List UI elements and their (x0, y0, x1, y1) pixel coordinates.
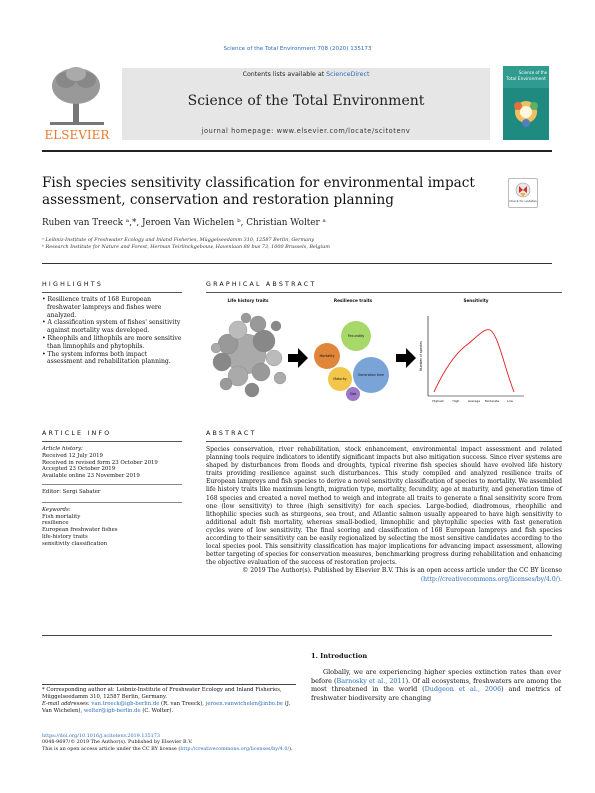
article-info (42, 446, 182, 548)
corresponding-footnote (42, 684, 296, 715)
highlights-list (42, 296, 182, 366)
article-info-rule (42, 441, 182, 442)
history-label: Article history: (42, 446, 83, 452)
contents-line (122, 71, 490, 78)
citation-link[interactable]: Dudgeon et al., 2006 (424, 685, 502, 694)
abstract-text: Species conservation, river rehabilitation, stock enhancement, environmental impact assessment and related planning tools require indicators to identify significant impacts but also mitigation success. Since river systems are shaped by disturbances from floods and droughts, typical riverine fish species should have evolved life history traits providing resilience against such disturbances. This study compiled and analyzed resilience traits of European lampreys and fish species to derive a novel sensitivity classification of species to mortality. We assembled life history traits like maximum length, migration type, mortality, fecundity, age at maturity, and generation time of 168 species and created a novel method to weigh and integrate all traits to generate a final sensitivity score from one (low sensitivity) to three (high sensitivity) for each species. Large-bodied, diadromous, rheophilic and lithophilic species such as sturgeons, sea trout, and Atlantic salmon usually appeared to have high sensitivity to additional adult fish mortality, whereas small-bodied, limnophilic and phytophilic species with fast generation cycles were of low sensitivity. The final scoring and classification of 168 European lampreys and fish species according to their sensitivity can be easily regionalized by selecting the most sensitive candidates according to the local species pool. This sensitivity classification has major implications for advancing impact assessment, allowing better targeting of species for conservation measures, benchmarking progress during rehabilitation and enhancing the objective evaluation of the success of restoration projects. (206, 446, 562, 567)
intro-text: ). Of all ecosystems, freshwaters are among the most threatened in the world ( (311, 676, 561, 694)
article-title: Fish species sensitivity classification for environmental impact assessment, conservation and restoration planning (42, 175, 475, 208)
affiliation-a: ᵃ Leibniz-Institute of Freshwater Ecology and Inland Fisheries, Müggelseedamm 310, 12587 Berlin, Germany (42, 237, 314, 243)
homepage-prefix: journal homepage: (201, 127, 277, 135)
header-rule (42, 150, 552, 152)
life-history-bubbles (211, 313, 286, 397)
graphical-abstract-heading: GRAPHICAL ABSTRACT (206, 281, 317, 288)
license-link[interactable]: (http://creativecommons.org/licenses/by/4.0/). (420, 575, 562, 583)
contents-prefix: Contents lists available at (242, 71, 327, 78)
affiliation-b: ᵇ Research Institute for Nature and Forest, Herman Teirlinckgebouw, Havenlaan 88 bus 73, 1000 Brussels, Belgium (42, 243, 330, 250)
trait-label: Maturity (333, 377, 347, 381)
arrow-right-icon (396, 348, 416, 368)
x-tick: Moderate (484, 399, 500, 403)
crossmark-label: Check for updates (509, 199, 537, 203)
open-access-line (42, 746, 442, 752)
x-tick: High (452, 399, 460, 403)
email-label: E-mail addresses: (42, 701, 90, 708)
journal-title: Science of the Total Environment (187, 93, 425, 109)
trait-label: Generation time (358, 373, 384, 377)
trait-label: Mortality (319, 354, 335, 358)
email-owner: (R. van Treeck), (159, 701, 206, 708)
graphical-abstract-figure[interactable] (206, 296, 552, 410)
highlights-heading: HIGHLIGHTS (42, 281, 104, 288)
resilience-traits-bubbles (314, 321, 389, 401)
article-bottom-info (42, 733, 442, 752)
abstract-body (206, 446, 562, 584)
article-info-heading: ARTICLE INFO (42, 430, 112, 437)
keyword: resilience (42, 520, 69, 527)
cover-title-2: Total Environment (506, 77, 546, 82)
oa-prefix: This is an open access article under the CC BY license ( (42, 745, 181, 752)
keywords-label: Keywords: (42, 502, 182, 514)
history-item: Received in revised form 23 October 2019 (42, 459, 158, 466)
author-list: Ruben van Treeck ᵃ,*, Jeroen Van Wichelen ᵇ, Christian Wolter ᵃ (42, 218, 326, 228)
homepage-url[interactable]: www.elsevier.com/locate/scitotenv (276, 127, 411, 135)
highlights-rule (42, 292, 182, 293)
journal-homepage (122, 127, 490, 135)
corresponding-author: * Corresponding author at: Leibniz-Institute of Freshwater Ecology and Inland Fisheries, Müggelseedamm 310, 12587 Berlin, Germany. (42, 687, 282, 701)
doi-link[interactable]: https://doi.org/10.1016/j.scitotenv.2019.135173 (42, 733, 160, 739)
keyword: sensitivity classification (42, 540, 108, 547)
x-tick: Highest (432, 399, 444, 403)
abstract-rule (206, 441, 562, 442)
editor: Editor: Sergi Sabater (42, 484, 182, 496)
x-tick: Average (467, 399, 481, 403)
abstract-copyright (206, 567, 562, 583)
email-link[interactable]: wolter@igb-berlin.de (83, 708, 141, 715)
oa-suffix: ). (289, 745, 293, 752)
keyword: life-history traits (42, 533, 88, 540)
highlight-item: • Resilience traits of 168 European freshwater lampreys and fishes were analyzed. (42, 296, 162, 319)
email-owner: (C. Wolter). (140, 708, 174, 715)
elsevier-logo (42, 64, 112, 144)
keyword: Fish mortality (42, 513, 81, 520)
graphical-abstract-rule (206, 292, 562, 293)
ga-panel3-label: Sensitivity (463, 298, 489, 303)
issn-line: 0048-9697/© 2019 The Author(s). Published by Elsevier B.V. (42, 739, 193, 746)
y-axis-label: Number of species (419, 341, 423, 371)
intro-text: ) and metrics of freshwater biodiversity are changing (311, 685, 561, 702)
history-item: Available online 23 November 2019 (42, 473, 140, 480)
authors-rule (42, 263, 552, 264)
email-owner: (J. Van Wichelen), (42, 701, 291, 715)
email-link[interactable]: van.treeck@igb-berlin.de (91, 701, 160, 708)
ga-panel2-label: Resilience traits (333, 298, 373, 303)
highlight-item: • Rheophils and lithophils are more sensitive than limnophils and phytophils. (42, 334, 182, 350)
journal-cover[interactable] (503, 66, 549, 140)
crossmark-badge[interactable] (508, 178, 538, 208)
copyright-text: © 2019 The Author(s). Published by Elsevier B.V. This is an open access article under the CC BY license (242, 567, 562, 575)
email-addresses (42, 701, 296, 715)
x-tick: Low (507, 399, 513, 403)
trait-label: Size (349, 392, 357, 396)
introduction-heading: 1. Introduction (311, 652, 368, 660)
sciencedirect-link[interactable]: ScienceDirect (326, 71, 370, 78)
email-link[interactable]: jeroen.vanwichelen@inbo.be (205, 701, 284, 708)
ga-panel1-label: Life history traits (227, 298, 269, 303)
publisher-name: ELSEVIER (44, 128, 110, 142)
trait-label: Fecundity (347, 334, 365, 338)
cover-title-1: Science of the (518, 70, 548, 75)
keyword: European freshwater fishes (42, 527, 118, 534)
abstract-heading: ABSTRACT (206, 430, 257, 437)
highlight-item: • The system informs both impact assessment and rehabilitation planning. (42, 350, 171, 366)
intro-text: Globally, we are experiencing higher species extinction rates than ever before ( (311, 668, 561, 685)
history-item: Received 12 July 2019 (42, 452, 103, 459)
arrow-right-icon (288, 348, 308, 368)
introduction-text (311, 668, 561, 702)
affiliations (42, 237, 330, 250)
oa-license-link[interactable]: http://creativecommons.org/licenses/by/4.0/ (180, 745, 290, 752)
sensitivity-chart (419, 316, 524, 403)
history-item: Accepted 23 October 2019 (42, 466, 116, 473)
journal-citation[interactable]: Science of the Total Environment 708 (2020) 135173 (223, 46, 372, 52)
citation-link[interactable]: Barnosky et al., 2011 (336, 676, 406, 685)
highlight-item: • A classification system of fishes' sensitivity against mortality was developed. (42, 319, 181, 335)
abstract-end-rule (42, 635, 552, 636)
